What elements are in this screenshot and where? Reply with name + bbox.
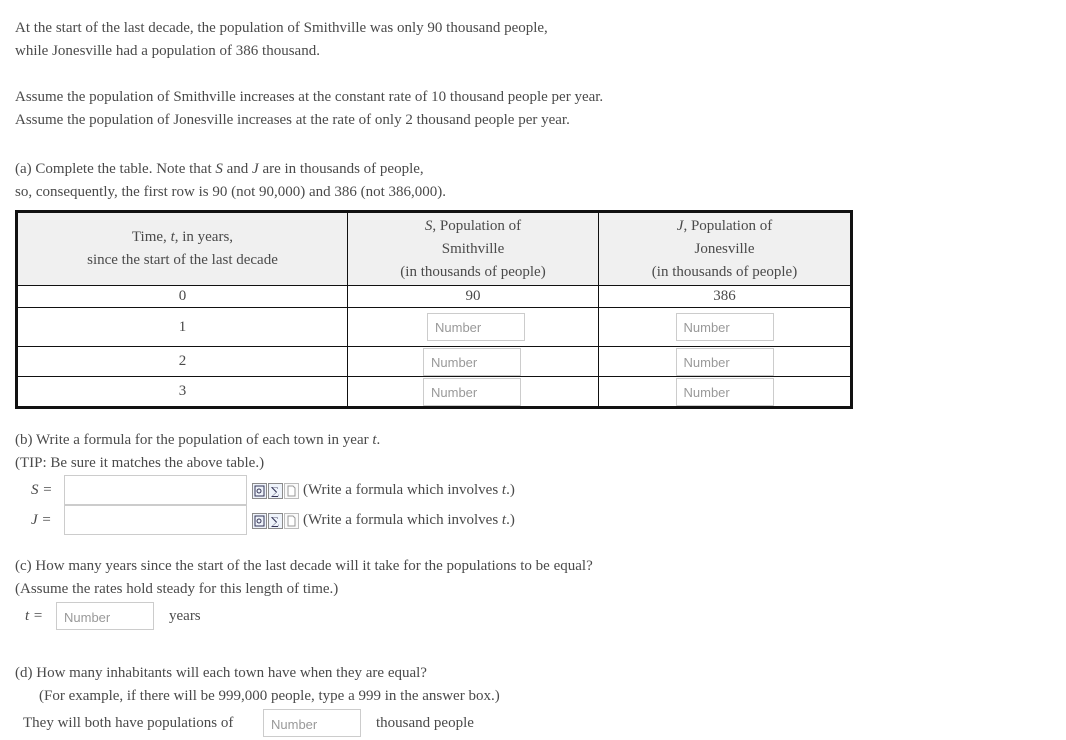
part-b-line-1: (b) Write a formula for the population of each town in year t. xyxy=(15,432,381,448)
part-d-line-3: They will both have populations of xyxy=(23,715,234,731)
table-row xyxy=(17,377,852,408)
j-formula-input[interactable] xyxy=(64,505,247,535)
part-c-label: (c) xyxy=(15,558,32,574)
part-b-line-2: (TIP: Be sure it matches the above table.) xyxy=(15,455,265,471)
table-row xyxy=(17,308,852,347)
s-formula-input[interactable] xyxy=(64,475,247,505)
time-cell: 1 xyxy=(17,308,348,347)
j-formula-hint: (Write a formula which involves t.) xyxy=(303,512,515,528)
jonesville-year-2-input[interactable]: Number xyxy=(676,348,774,376)
equal-population-input[interactable]: Number xyxy=(263,709,361,737)
svg-text:∑: ∑ xyxy=(271,515,279,527)
document-icon[interactable] xyxy=(284,513,299,529)
part-d-line-2: (For example, if there will be 999,000 people, type a 999 in the answer box.) xyxy=(39,688,500,704)
svg-text:∑: ∑ xyxy=(271,485,279,497)
intro-line-2: while Jonesville had a population of 386 thousand. xyxy=(15,43,320,59)
smithville-year-3-input[interactable]: Number xyxy=(423,378,521,406)
j-formula-label: J = xyxy=(31,512,52,528)
time-cell: 0 xyxy=(17,286,348,308)
part-a-line-1: (a) Complete the table. Note that S and J are in thousands of people, xyxy=(15,161,424,177)
s-formula-tools xyxy=(252,483,299,499)
smithville-cell: 90 xyxy=(348,286,599,308)
population-table xyxy=(15,210,853,409)
s-formula-label: S = xyxy=(31,482,53,498)
years-equal-input[interactable]: Number xyxy=(56,602,154,630)
preview-icon[interactable] xyxy=(252,483,267,499)
part-c-line-1: (c) How many years since the start of the last decade will it take for the populations to be equal? xyxy=(15,558,593,574)
population-unit: thousand people xyxy=(376,715,474,731)
time-cell: 2 xyxy=(17,347,348,377)
t-label: t = xyxy=(25,608,44,624)
j-formula-tools xyxy=(252,513,299,529)
part-c-line-2: (Assume the rates hold steady for this length of time.) xyxy=(15,581,339,597)
math-palette-icon[interactable] xyxy=(268,483,283,499)
intro-line-1: At the start of the last decade, the population of Smithville was only 90 thousand people, xyxy=(15,20,548,36)
preview-icon[interactable] xyxy=(252,513,267,529)
table-row xyxy=(17,286,852,308)
s-formula-hint: (Write a formula which involves t.) xyxy=(303,482,515,498)
smithville-year-2-input[interactable]: Number xyxy=(423,348,521,376)
header-smithville: S, Population of Smithville (in thousands of people) xyxy=(348,212,599,286)
document-icon[interactable] xyxy=(284,483,299,499)
jonesville-year-3-input[interactable]: Number xyxy=(676,378,774,406)
intro-line-3: Assume the population of Smithville increases at the constant rate of 10 thousand people per year. xyxy=(15,89,604,105)
time-cell: 3 xyxy=(17,377,348,408)
jonesville-year-1-input[interactable]: Number xyxy=(676,313,774,341)
years-unit: years xyxy=(169,608,201,624)
math-palette-icon[interactable] xyxy=(268,513,283,529)
part-b-label: (b) xyxy=(15,432,33,448)
table-row xyxy=(17,347,852,377)
jonesville-cell: 386 xyxy=(599,286,852,308)
part-d-label: (d) xyxy=(15,665,33,681)
part-a-line-2: so, consequently, the first row is 90 (not 90,000) and 386 (not 386,000). xyxy=(15,184,447,200)
header-jonesville: J, Population of Jonesville (in thousands of people) xyxy=(599,212,852,286)
part-a-label: (a) xyxy=(15,161,32,177)
smithville-year-1-input[interactable]: Number xyxy=(427,313,525,341)
header-time: Time, t, in years, since the start of the last decade xyxy=(17,212,348,286)
intro-line-4: Assume the population of Jonesville increases at the rate of only 2 thousand people per year. xyxy=(15,112,570,128)
part-d-line-1: (d) How many inhabitants will each town have when they are equal? xyxy=(15,665,427,681)
